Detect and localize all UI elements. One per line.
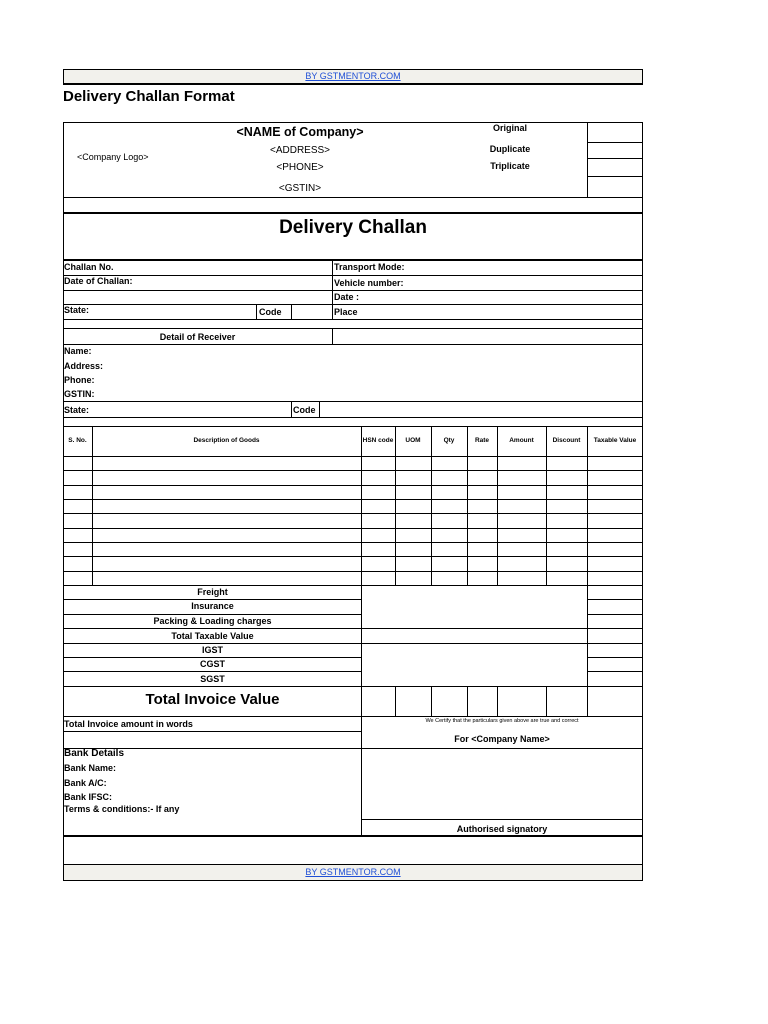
copy-triplicate: Triplicate: [490, 161, 530, 171]
place-label: Place: [334, 307, 358, 317]
vehicle-number-label: Vehicle number:: [334, 278, 404, 288]
th-description: Description of Goods: [193, 437, 260, 444]
challan-no-label: Challan No.: [64, 262, 114, 272]
bank-ac-label: Bank A/C:: [64, 778, 107, 788]
company-phone: <PHONE>: [276, 162, 324, 173]
sgst-label: SGST: [200, 674, 225, 684]
th-qty: Qty: [443, 437, 455, 444]
th-amount: Amount: [509, 437, 534, 444]
bottom-banner-link[interactable]: BY GSTMENTOR.COM: [305, 867, 401, 877]
receiver-name-label: Name:: [64, 346, 92, 356]
company-address: <ADDRESS>: [269, 145, 331, 156]
freight-label: Freight: [197, 587, 228, 597]
company-logo-placeholder: <Company Logo>: [77, 152, 149, 162]
for-company-label: For <Company Name>: [454, 734, 550, 744]
challan-state-label: State:: [64, 305, 90, 315]
receiver-gstin-label: GSTIN:: [64, 389, 95, 399]
doc-title: Delivery Challan: [279, 217, 427, 238]
th-rate: Rate: [474, 437, 490, 444]
igst-label: IGST: [201, 645, 223, 655]
cgst-label: CGST: [199, 659, 225, 669]
th-hsn: HSN code: [362, 437, 394, 444]
company-name: <NAME of Company>: [236, 125, 364, 139]
bank-ifsc-label: Bank IFSC:: [64, 792, 113, 802]
goods-table: [63, 426, 643, 586]
th-discount: Discount: [552, 437, 581, 444]
receiver-address-label: Address:: [64, 361, 104, 371]
certify-text: We Certify that the particulars given above are true and correct: [425, 718, 579, 724]
amount-in-words-label: Total Invoice amount in words: [64, 719, 193, 729]
copy-duplicate: Duplicate: [489, 144, 531, 154]
company-gstin: <GSTIN>: [278, 183, 322, 194]
challan-date-label: Date of Challan:: [64, 276, 133, 286]
terms-label: Terms & conditions:- If any: [64, 804, 180, 814]
top-banner-link[interactable]: BY GSTMENTOR.COM: [305, 71, 401, 81]
authorised-signatory-label: Authorised signatory: [456, 824, 548, 834]
insurance-label: Insurance: [191, 601, 234, 611]
receiver-heading: Detail of Receiver: [159, 332, 236, 342]
bank-details-heading: Bank Details: [64, 748, 125, 759]
th-sno: S. No.: [68, 437, 87, 444]
th-taxable-value: Taxable Value: [593, 437, 637, 444]
bank-name-label: Bank Name:: [64, 763, 117, 773]
th-uom: UOM: [405, 437, 421, 444]
receiver-code-label: Code: [293, 405, 316, 415]
receiver-state-label: State:: [64, 405, 90, 415]
total-taxable-label: Total Taxable Value: [171, 631, 254, 641]
challan-code-label: Code: [259, 307, 282, 317]
receiver-phone-label: Phone:: [64, 375, 95, 385]
copy-original: Original: [492, 123, 527, 133]
packing-label: Packing & Loading charges: [153, 616, 272, 626]
page-title: Delivery Challan Format: [63, 88, 235, 105]
transport-date-label: Date :: [334, 292, 360, 302]
transport-mode-label: Transport Mode:: [334, 262, 405, 272]
total-invoice-label: Total Invoice Value: [145, 691, 280, 708]
